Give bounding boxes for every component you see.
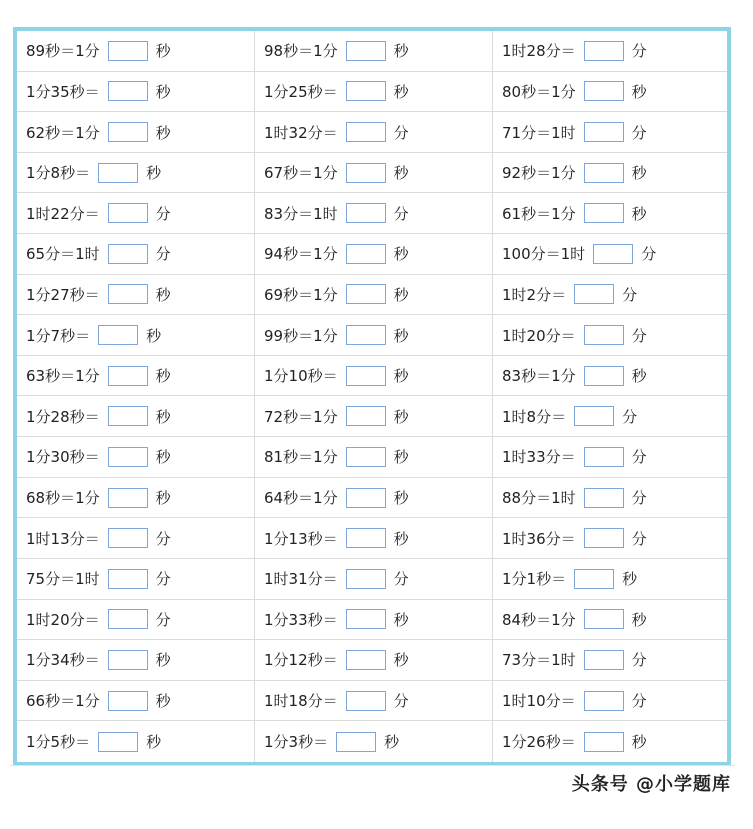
question-cell (493, 600, 727, 641)
question-cell (17, 153, 255, 194)
question-text: 1时20分＝ (502, 326, 576, 345)
question-cell (493, 721, 727, 762)
answer-box[interactable] (108, 41, 148, 61)
question-text: 83分＝1时 (264, 204, 338, 223)
question-text: 1时10分＝ (502, 692, 576, 711)
question-text: 1分34秒＝ (26, 651, 100, 670)
question-text: 1分3秒＝ (264, 733, 329, 752)
unit-label: 秒 (146, 733, 162, 752)
unit-label: 分 (155, 610, 171, 629)
unit-label: 分 (155, 204, 171, 223)
answer-box[interactable] (346, 203, 386, 223)
question-cell (255, 600, 493, 641)
unit-label: 分 (622, 407, 638, 426)
question-text: 1时2分＝ (502, 285, 567, 304)
question-text: 73分＝1时 (502, 651, 576, 670)
answer-box[interactable] (346, 163, 386, 183)
question-text: 63秒＝1分 (26, 367, 100, 386)
answer-box[interactable] (574, 569, 614, 589)
answer-box[interactable] (346, 488, 386, 508)
question-cell (493, 72, 727, 113)
question-text: 1时8分＝ (502, 407, 567, 426)
unit-label: 分 (631, 529, 647, 548)
question-text: 1时13分＝ (26, 529, 100, 548)
unit-label: 秒 (393, 42, 409, 61)
unit-label: 秒 (384, 733, 400, 752)
question-cell (17, 681, 255, 722)
question-text: 1时20分＝ (26, 610, 100, 629)
answer-box[interactable] (108, 244, 148, 264)
question-text: 81秒＝1分 (264, 448, 338, 467)
answer-box[interactable] (346, 528, 386, 548)
unit-label: 分 (622, 285, 638, 304)
question-text: 1分30秒＝ (26, 448, 100, 467)
question-text: 1分28秒＝ (26, 407, 100, 426)
question-cell (493, 234, 727, 275)
question-cell (493, 640, 727, 681)
question-text: 92秒＝1分 (502, 164, 576, 183)
answer-box[interactable] (108, 122, 148, 142)
question-cell (255, 640, 493, 681)
question-text: 88分＝1时 (502, 489, 576, 508)
unit-label: 秒 (393, 164, 409, 183)
question-cell (255, 112, 493, 153)
question-cell (493, 153, 727, 194)
unit-label: 秒 (155, 448, 171, 467)
question-cell (255, 193, 493, 234)
answer-box[interactable] (108, 569, 148, 589)
unit-label: 秒 (631, 164, 647, 183)
unit-label: 秒 (155, 42, 171, 61)
unit-label: 秒 (393, 448, 409, 467)
answer-box[interactable] (346, 122, 386, 142)
question-text: 68秒＝1分 (26, 489, 100, 508)
answer-box[interactable] (584, 609, 624, 629)
answer-box[interactable] (584, 41, 624, 61)
question-text: 67秒＝1分 (264, 164, 338, 183)
answer-box[interactable] (346, 41, 386, 61)
question-cell (255, 681, 493, 722)
answer-box[interactable] (584, 203, 624, 223)
question-cell (255, 31, 493, 72)
answer-box[interactable] (98, 325, 138, 345)
answer-box[interactable] (584, 691, 624, 711)
question-cell (17, 478, 255, 519)
question-cell (255, 153, 493, 194)
question-cell (17, 518, 255, 559)
unit-label: 秒 (393, 610, 409, 629)
question-text: 1分10秒＝ (264, 367, 338, 386)
unit-label: 分 (393, 204, 409, 223)
answer-box[interactable] (574, 284, 614, 304)
answer-box[interactable] (336, 732, 376, 752)
watermark: 头条号 @小学题库 (571, 774, 731, 795)
answer-box[interactable] (108, 609, 148, 629)
question-cell (17, 721, 255, 762)
question-text: 1分25秒＝ (264, 82, 338, 101)
answer-box[interactable] (574, 406, 614, 426)
unit-label: 分 (393, 123, 409, 142)
unit-label: 秒 (393, 529, 409, 548)
unit-label: 分 (641, 245, 657, 264)
answer-box[interactable] (346, 325, 386, 345)
question-cell (255, 478, 493, 519)
question-text: 72秒＝1分 (264, 407, 338, 426)
answer-box[interactable] (98, 732, 138, 752)
unit-label: 秒 (393, 326, 409, 345)
answer-box[interactable] (584, 488, 624, 508)
answer-box[interactable] (584, 163, 624, 183)
question-cell (17, 112, 255, 153)
question-text: 84秒＝1分 (502, 610, 576, 629)
question-text: 1分33秒＝ (264, 610, 338, 629)
answer-box[interactable] (108, 488, 148, 508)
question-cell (493, 31, 727, 72)
unit-label: 秒 (155, 82, 171, 101)
question-cell (255, 721, 493, 762)
unit-label: 分 (631, 42, 647, 61)
answer-box[interactable] (108, 691, 148, 711)
question-text: 1分1秒＝ (502, 570, 567, 589)
answer-box[interactable] (108, 447, 148, 467)
question-cell (493, 681, 727, 722)
answer-box[interactable] (346, 447, 386, 467)
unit-label: 秒 (631, 82, 647, 101)
question-cell (493, 437, 727, 478)
answer-box[interactable] (346, 609, 386, 629)
worksheet-frame (13, 27, 731, 766)
question-cell (255, 396, 493, 437)
question-cell (17, 559, 255, 600)
question-cell (493, 518, 727, 559)
question-cell (493, 396, 727, 437)
question-text: 1分27秒＝ (26, 285, 100, 304)
unit-label: 秒 (631, 733, 647, 752)
unit-label: 秒 (155, 489, 171, 508)
question-cell (17, 640, 255, 681)
question-text: 1分35秒＝ (26, 82, 100, 101)
unit-label: 分 (155, 529, 171, 548)
answer-box[interactable] (584, 325, 624, 345)
question-text: 1时22分＝ (26, 204, 100, 223)
answer-box[interactable] (346, 81, 386, 101)
unit-label: 秒 (631, 610, 647, 629)
unit-label: 分 (631, 489, 647, 508)
question-cell (17, 600, 255, 641)
footer-divider (10, 765, 735, 766)
question-cell (493, 478, 727, 519)
question-cell (493, 356, 727, 397)
question-text: 61秒＝1分 (502, 204, 576, 223)
question-text: 71分＝1时 (502, 123, 576, 142)
answer-box[interactable] (346, 691, 386, 711)
question-text: 69秒＝1分 (264, 285, 338, 304)
question-cell (255, 72, 493, 113)
answer-box[interactable] (346, 406, 386, 426)
question-cell (493, 559, 727, 600)
question-cell (17, 396, 255, 437)
unit-label: 秒 (393, 489, 409, 508)
question-text: 62秒＝1分 (26, 123, 100, 142)
question-text: 94秒＝1分 (264, 245, 338, 264)
answer-box[interactable] (108, 203, 148, 223)
answer-box[interactable] (108, 366, 148, 386)
unit-label: 分 (631, 326, 647, 345)
unit-label: 秒 (393, 245, 409, 264)
question-cell (255, 437, 493, 478)
question-text: 80秒＝1分 (502, 82, 576, 101)
unit-label: 分 (393, 692, 409, 711)
question-cell (493, 193, 727, 234)
unit-label: 秒 (155, 651, 171, 670)
question-cell (17, 31, 255, 72)
answer-box[interactable] (108, 650, 148, 670)
answer-box[interactable] (346, 244, 386, 264)
unit-label: 秒 (631, 367, 647, 386)
question-cell (255, 356, 493, 397)
question-text: 1时18分＝ (264, 692, 338, 711)
unit-label: 分 (393, 570, 409, 589)
answer-box[interactable] (584, 81, 624, 101)
unit-label: 秒 (622, 570, 638, 589)
question-text: 1分7秒＝ (26, 326, 91, 345)
unit-label: 秒 (393, 367, 409, 386)
question-grid (17, 31, 727, 762)
question-text: 66秒＝1分 (26, 692, 100, 711)
unit-label: 分 (155, 570, 171, 589)
unit-label: 秒 (155, 692, 171, 711)
question-cell (255, 559, 493, 600)
question-cell (255, 518, 493, 559)
unit-label: 秒 (155, 285, 171, 304)
question-cell (493, 315, 727, 356)
question-cell (255, 234, 493, 275)
question-text: 1分13秒＝ (264, 529, 338, 548)
question-text: 1分12秒＝ (264, 651, 338, 670)
answer-box[interactable] (346, 569, 386, 589)
question-text: 98秒＝1分 (264, 42, 338, 61)
question-text: 75分＝1时 (26, 570, 100, 589)
answer-box[interactable] (593, 244, 633, 264)
question-text: 1时33分＝ (502, 448, 576, 467)
question-text: 1分26秒＝ (502, 733, 576, 752)
question-cell (17, 275, 255, 316)
unit-label: 秒 (146, 326, 162, 345)
question-text: 100分＝1时 (502, 245, 586, 264)
question-text: 83秒＝1分 (502, 367, 576, 386)
answer-box[interactable] (346, 284, 386, 304)
unit-label: 秒 (155, 407, 171, 426)
unit-label: 秒 (393, 407, 409, 426)
unit-label: 分 (631, 448, 647, 467)
question-cell (17, 72, 255, 113)
unit-label: 秒 (631, 204, 647, 223)
answer-box[interactable] (584, 528, 624, 548)
question-cell (17, 437, 255, 478)
answer-box[interactable] (108, 284, 148, 304)
answer-box[interactable] (584, 366, 624, 386)
question-cell (17, 356, 255, 397)
unit-label: 分 (155, 245, 171, 264)
answer-box[interactable] (584, 650, 624, 670)
unit-label: 秒 (393, 651, 409, 670)
answer-box[interactable] (584, 122, 624, 142)
answer-box[interactable] (584, 732, 624, 752)
answer-box[interactable] (584, 447, 624, 467)
answer-box[interactable] (346, 366, 386, 386)
answer-box[interactable] (346, 650, 386, 670)
question-text: 89秒＝1分 (26, 42, 100, 61)
question-cell (255, 315, 493, 356)
unit-label: 秒 (393, 285, 409, 304)
unit-label: 秒 (155, 367, 171, 386)
question-text: 1时36分＝ (502, 529, 576, 548)
question-cell (493, 112, 727, 153)
answer-box[interactable] (98, 163, 138, 183)
answer-box[interactable] (108, 528, 148, 548)
question-cell (493, 275, 727, 316)
question-text: 99秒＝1分 (264, 326, 338, 345)
question-cell (17, 315, 255, 356)
question-cell (17, 193, 255, 234)
question-cell (17, 234, 255, 275)
question-text: 1时28分＝ (502, 42, 576, 61)
question-text: 1时31分＝ (264, 570, 338, 589)
question-text: 65分＝1时 (26, 245, 100, 264)
question-text: 1时32分＝ (264, 123, 338, 142)
question-text: 1分8秒＝ (26, 164, 91, 183)
question-text: 64秒＝1分 (264, 489, 338, 508)
question-text: 1分5秒＝ (26, 733, 91, 752)
unit-label: 秒 (155, 123, 171, 142)
unit-label: 分 (631, 123, 647, 142)
answer-box[interactable] (108, 406, 148, 426)
answer-box[interactable] (108, 81, 148, 101)
unit-label: 秒 (393, 82, 409, 101)
unit-label: 秒 (146, 164, 162, 183)
question-cell (255, 275, 493, 316)
unit-label: 分 (631, 692, 647, 711)
unit-label: 分 (631, 651, 647, 670)
